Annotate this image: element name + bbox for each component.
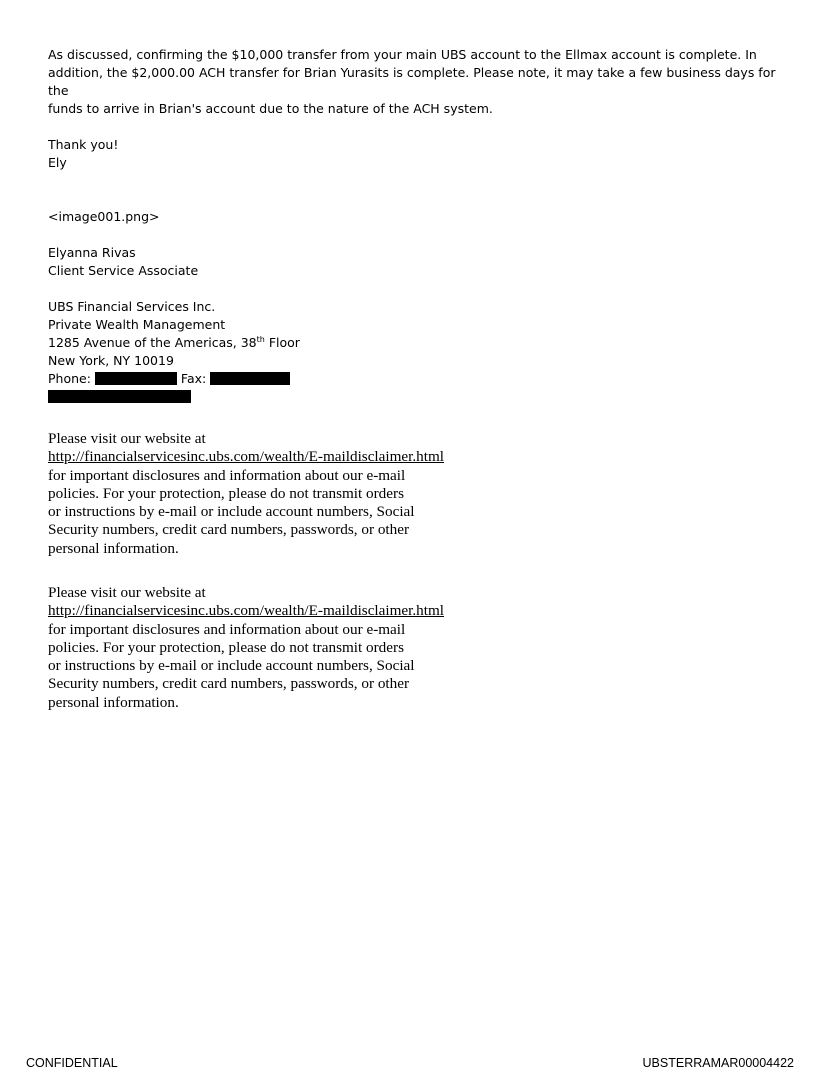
redaction-bar — [95, 372, 177, 385]
redaction-bar — [210, 372, 290, 385]
sender-name: Elyanna Rivas — [48, 245, 136, 260]
disclaimer-link[interactable]: http://financialservicesinc.ubs.com/wealth/E-maildisclaimer.html — [48, 602, 445, 620]
address-superscript: th — [256, 334, 265, 344]
bates-number: UBSTERRAMAR00004422 — [642, 1056, 794, 1070]
disclaimer-intro: Please visit our website at — [48, 430, 206, 447]
address-line — [48, 334, 778, 352]
disclaimer-line: for important disclosures and information about our e-mail — [48, 466, 406, 484]
sender-title: Client Service Associate — [48, 263, 199, 278]
disclaimer-block — [48, 584, 488, 712]
thanks-line: Thank you! — [48, 137, 119, 152]
company-name: UBS Financial Services Inc. — [48, 299, 216, 314]
body-line: As discussed, confirming the $10,000 transfer from your main UBS account to the Ellmax account is complete. In — [48, 47, 757, 62]
body-line: addition, the $2,000.00 ACH transfer for Brian Yurasits is complete. Please note, it may take a few business days for the — [48, 65, 776, 98]
disclaimer-line: Security numbers, credit card numbers, passwords, or other — [48, 521, 410, 539]
redaction-bar — [48, 390, 191, 403]
disclaimer-link[interactable]: http://financialservicesinc.ubs.com/wealth/E-maildisclaimer.html — [48, 448, 445, 466]
disclaimer-line: Security numbers, credit card numbers, passwords, or other — [48, 675, 410, 693]
disclaimer-line: for important disclosures and information about our e-mail — [48, 620, 406, 638]
phone-label: Phone: — [48, 371, 91, 386]
contact-line — [48, 370, 778, 388]
disclaimer-line: personal information. — [48, 693, 179, 711]
disclaimer-line: personal information. — [48, 539, 179, 557]
short-signature: Ely — [48, 155, 67, 170]
disclaimer-intro: Please visit our website at — [48, 584, 206, 601]
address-street: 1285 Avenue of the Americas, 38 — [48, 335, 257, 350]
disclaimer-line: policies. For your protection, please do not transmit orders — [48, 638, 404, 656]
disclaimer-line: or instructions by e-mail or include account numbers, Social — [48, 503, 415, 521]
email-body — [48, 46, 778, 406]
address-floor: Floor — [264, 335, 300, 350]
image-placeholder: <image001.png> — [48, 209, 160, 224]
disclaimer-block — [48, 430, 488, 558]
confidential-label: CONFIDENTIAL — [26, 1056, 118, 1070]
city-line: New York, NY 10019 — [48, 353, 174, 368]
email-line — [48, 388, 778, 406]
disclaimer-line: policies. For your protection, please do not transmit orders — [48, 484, 404, 502]
division-name: Private Wealth Management — [48, 317, 226, 332]
disclaimer-line: or instructions by e-mail or include account numbers, Social — [48, 657, 415, 675]
body-line: funds to arrive in Brian's account due to the nature of the ACH system. — [48, 101, 493, 116]
fax-label: Fax: — [180, 371, 207, 386]
